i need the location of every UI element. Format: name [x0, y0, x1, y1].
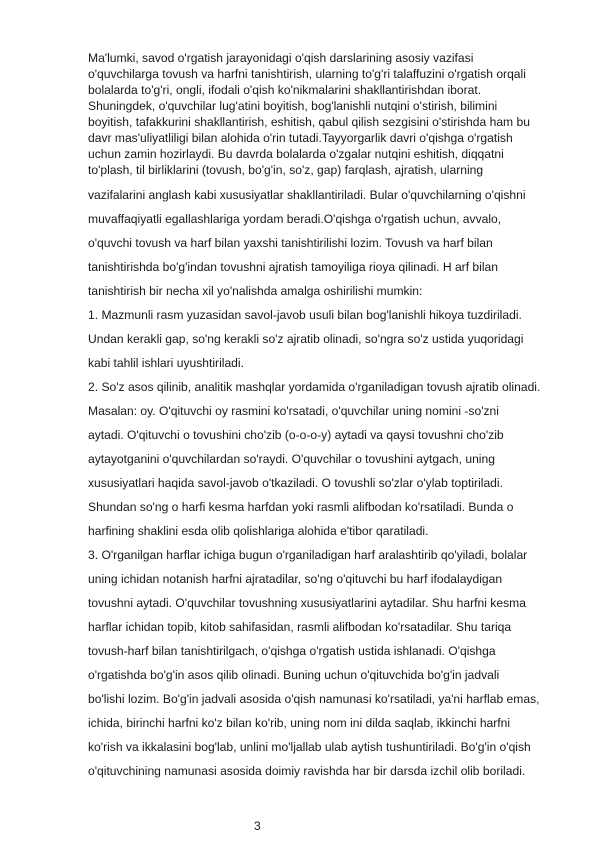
text-line: to'plash, til birliklarini (tovush, bo'g'in, so'z, gap) farqlash, ajratish, ularning	[88, 163, 484, 177]
text-line: bolalarda to'g'ri, ongli, ifodali o'qish ko'nikmalarini shakllantirishdan iborat.	[88, 83, 482, 97]
text-line: tanishtirish bir necha xil yo'nalishda amalga oshirilishi mumkin:	[88, 284, 423, 298]
text-line: harflar ichidan topib, kitob sahifasidan, rasmli alifbodan ko'rsatadilar. Shu tariqa	[88, 620, 512, 634]
text-line: tanishtirishda bo'g'indan tovushni ajratish tamoyiliga rioya qilinadi. H arf bilan	[88, 260, 498, 274]
text-line: uning ichidan notanish harfni ajratadilar, so'ng o'qituvchi bu harf ifodalaydigan	[88, 572, 503, 586]
text-line: 1. Mazmunli rasm yuzasidan savol-javob usuli bilan bog'lanishli hikoya tuzdiriladi.	[88, 308, 522, 322]
text-line: muvaffaqiyatli egallashlariga yordam beradi.O'qishga o'rgatish uchun, avvalo,	[88, 212, 502, 226]
text-line: tovush-harf bilan tanishtirilgach, o'qishga o'rgatish ustida ishlanadi. O'qishga	[88, 644, 496, 658]
text-line: 2. So'z asos qilinib, analitik mashqlar yordamida o'rganiladigan tovush ajratib olinadi.	[88, 380, 541, 394]
text-line: kabi tahlil ishlari uyushtiriladi.	[88, 356, 244, 370]
text-line: aytayotganini o'quvchilardan so'raydi. O'quvchilar o tovushini aytgach, uning	[88, 452, 495, 466]
text-line: Undan kerakli gap, so'ng kerakli so'z ajratib olinadi, so'ngra so'z ustida yuqoridagi	[88, 332, 524, 346]
text-line: davr mas'uliyatliligi bilan alohida o'rin tutadi.Tayyorgarlik davri o'qishga o'rgatish	[88, 131, 513, 145]
text-line: o'rgatishda bo'g'in asos qilib olinadi. Buning uchun o'qituvchida bo'g'in jadvali	[88, 668, 500, 682]
text-line: aytadi. O'qituvchi o tovushini cho'zib (o-o-o-y) aytadi va qaysi tovushni cho'zib	[88, 428, 504, 442]
text-line: bo'lishi lozim. Bo'g'in jadvali asosida o'qish namunasi ko'rsatiladi, ya'ni harflab emas,	[88, 692, 540, 706]
text-line: ko'rish va ikkalasini bog'lab, unlini mo'ljallab ulab aytish tushuntiriladi. Bo'g'in o'qish	[88, 740, 531, 754]
text-line: boyitish, tafakkurini shakllantirish, eshitish, qabul qilish sezgisini o'stirishda ham bu	[88, 115, 530, 129]
text-line: 3. O'rganilgan harflar ichiga bugun o'rganiladigan harf aralashtirib qo'yiladi, bolalar	[88, 548, 528, 562]
text-line: vazifalarini anglash kabi xususiyatlar shakllantiriladi. Bular o'quvchilarning o'qishni	[88, 188, 526, 202]
text-line: Ma'lumki, savod o'rgatish jarayonidagi o'qish darslarining asosiy vazifasi	[88, 51, 474, 65]
text-line: uchun zamin hozirlaydi. Bu davrda bolalarda o'zgalar nutqini eshitish, diqqatni	[88, 147, 504, 161]
text-line: o'qituvchining namunasi asosida doimiy ravishda har bir darsda izchil olib boriladi.	[88, 764, 526, 778]
text-line: ichida, birinchi harfni ko'z bilan ko'rib, uning nom ini dilda saqlab, ikkinchi harfni	[88, 716, 511, 730]
text-line: xususiyatlari haqida savol-javob o'tkaziladi. O tovushli so'zlar o'ylab toptiriladi.	[88, 476, 503, 490]
page-number: 3	[254, 819, 261, 833]
text-line: o'quvchilarga tovush va harfni tanishtirish, ularning to'g'ri talaffuzini o'rgatish orqali	[88, 67, 526, 81]
text-line: tovushni aytadi. O'quvchilar tovushning xususiyatlarini aytadilar. Shu harfni kesma	[88, 596, 526, 610]
text-line: Shuningdek, o'quvchilar lug'atini boyitish, bog'lanishli nutqini o'stirish, bilimini	[88, 99, 498, 113]
text-line: harfining shaklini esda olib qolishlariga alohida e'tibor qaratiladi.	[88, 524, 429, 538]
text-line: Masalan: oy. O'qituvchi oy rasmini ko'rsatadi, o'quvchilar uning nomini -so'zni	[88, 404, 499, 418]
text-line: Shundan so'ng o harfi kesma harfdan yoki rasmli alifbodan ko'rsatiladi. Bunda o	[88, 500, 514, 514]
text-line: o'quvchi tovush va harf bilan yaxshi tanishtirilishi lozim. Tovush va harf bilan	[88, 236, 493, 250]
